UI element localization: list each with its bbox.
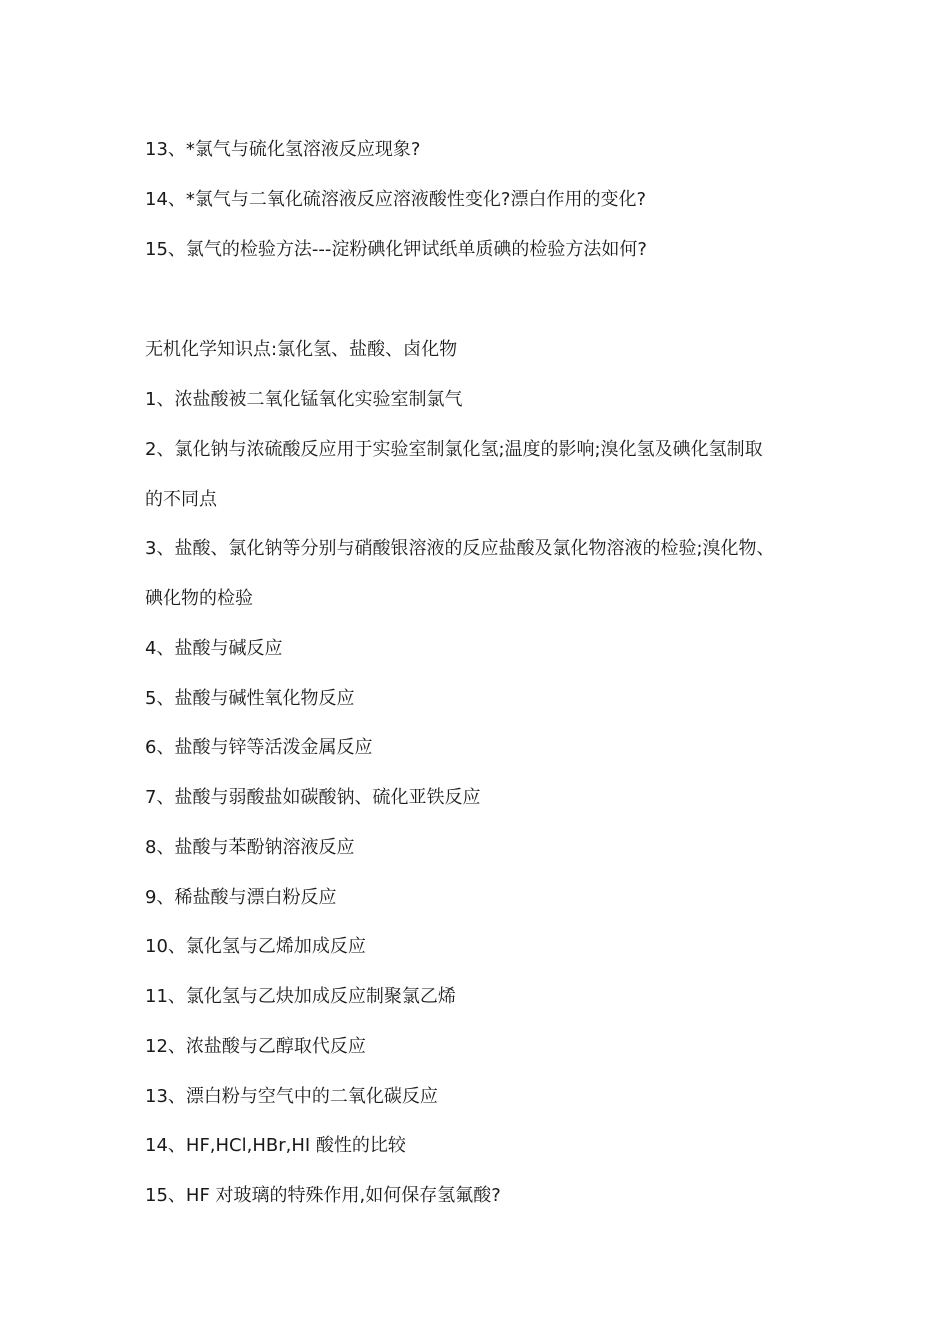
list-item: 9、稀盐酸与漂白粉反应 bbox=[145, 887, 337, 908]
list-item: 14、HF,HCl,HBr,HI 酸性的比较 bbox=[145, 1135, 406, 1156]
list-item: 6、盐酸与锌等活泼金属反应 bbox=[145, 737, 373, 758]
list-item: 8、盐酸与苯酚钠溶液反应 bbox=[145, 837, 355, 858]
list-item: 15、HF 对玻璃的特殊作用,如何保存氢氟酸? bbox=[145, 1185, 501, 1206]
list-item: 1、浓盐酸被二氧化锰氧化实验室制氯气 bbox=[145, 389, 463, 410]
top-item-14: 14、*氯气与二氧化硫溶液反应溶液酸性变化?漂白作用的变化? bbox=[145, 189, 647, 210]
list-item-continuation: 的不同点 bbox=[145, 489, 217, 510]
list-item: 5、盐酸与碱性氧化物反应 bbox=[145, 688, 355, 709]
list-item: 3、盐酸、氯化钠等分别与硝酸银溶液的反应盐酸及氯化物溶液的检验;溴化物、 bbox=[145, 538, 775, 559]
top-item-15: 15、氯气的检验方法---淀粉碘化钾试纸单质碘的检验方法如何? bbox=[145, 239, 647, 260]
list-item: 13、漂白粉与空气中的二氧化碳反应 bbox=[145, 1086, 438, 1107]
list-item: 7、盐酸与弱酸盐如碳酸钠、硫化亚铁反应 bbox=[145, 787, 481, 808]
list-item: 12、浓盐酸与乙醇取代反应 bbox=[145, 1036, 366, 1057]
top-item-13: 13、*氯气与硫化氢溶液反应现象? bbox=[145, 139, 421, 160]
list-item: 2、氯化钠与浓硫酸反应用于实验室制氯化氢;温度的影响;溴化氢及碘化氢制取 bbox=[145, 439, 763, 460]
section-title: 无机化学知识点:氯化氢、盐酸、卤化物 bbox=[145, 339, 458, 360]
list-item: 10、氯化氢与乙烯加成反应 bbox=[145, 936, 366, 957]
list-item-continuation: 碘化物的检验 bbox=[145, 588, 253, 609]
list-item: 4、盐酸与碱反应 bbox=[145, 638, 283, 659]
list-item: 11、氯化氢与乙炔加成反应制聚氯乙烯 bbox=[145, 986, 456, 1007]
